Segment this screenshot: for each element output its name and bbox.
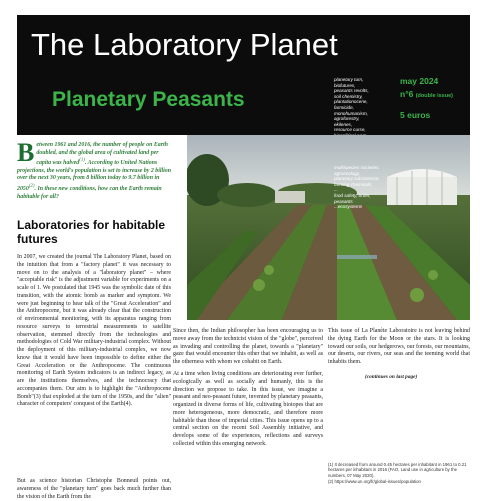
footnote-ref: (2) [28, 183, 35, 189]
keyword-item: agroecology, [334, 170, 360, 176]
keyword-item: soil chemistry, [334, 93, 363, 99]
keyword-item: plantationocene, [334, 99, 368, 105]
body-paragraph: In 2007, we created the journal The Laboratory Planet, based on the intuition that from a "factory planet" it was necessary to move on to the analysis of a "laboratory planet" – where "acceptable risk" is the adjustment variable for experiments on a scale of 1. We postulated that 1945 was the symbolic date of this transition, with the atomic bomb as marker and symptom. We were just beginning to hear talk of the "Great Acceleration" and the Anthropocene, but it was already clear that the construction of environmental monitoring, with its apparatus ranging from resource surveys to terrestrial measurements to satellite observation, stemmed directly from the technologies and methodologies of Cold War military-industrial complex. Without the deployment of this military-industrial complex, we now know that it would have been impossible to define either the Great Acceleration or the Anthropocene. The continuous monitoring of Earth System indicators is an indirect legacy, as are the institutions themselves, and the technocracy that accompanies them. Our aim is to highlight the "Anthropocene Bomb"(3) that exploded at the turn of the 1950s, and the "alien" character of computers' conquest of the Earth(4). [17, 254, 171, 408]
issue-number [400, 89, 453, 99]
journal-title: The Laboratory Planet [31, 27, 338, 62]
issue-date: may 2024 [400, 76, 439, 86]
lead-text-part: etween 1961 and 2016, the number of people on Earth doubled, and the global area of cultivated land per capita was halved [36, 142, 168, 167]
keyword-item: peasants revolts, [334, 88, 369, 94]
section-heading: Laboratories for habitable futures [17, 218, 166, 246]
keyword-item: peasants [334, 198, 353, 204]
farm-field-photo [187, 135, 470, 320]
lead-text-part: . According to United Nations projections, the world's population is set to increase by 2 billion over the next 30 years, from 8 billion today to 9.7 billion in 2050 [17, 160, 171, 192]
keyword-list-continued [334, 165, 396, 210]
issue-theme-title: Planetary Peasants [52, 88, 245, 111]
footnote: (1) It decreased from around 0.45 hectares per inhabitant in 1961 to 0.21 hectares per inhabitant in 2016 (FAO, Land use in agriculture by the numbers, 07 May 2020). [328, 462, 467, 478]
keyword-item: resource curse, [334, 127, 366, 133]
keyword-item: biofutures, [334, 82, 356, 88]
keyword-item: ... [334, 187, 338, 193]
body-paragraph: But as science historian Christophe Bonneuil points out, awareness of the "planetary turn" goes back much further than the vision of the Earth from the [17, 478, 171, 500]
keyword-item: agroforestry, [334, 116, 360, 122]
footnote-ref: (1) [79, 158, 85, 164]
keyword-item: farming chemicals, [334, 181, 373, 187]
issue-price: 5 euros [400, 110, 431, 120]
footnotes [328, 462, 470, 485]
keyword-item: farmicide, [334, 104, 354, 110]
footnote: (2) https://www.un.org/fr/global-issues/population [328, 478, 421, 484]
continued-note: (continues on last page) [365, 374, 418, 380]
drop-cap: B [17, 138, 35, 167]
keyword-item: monohumanism, [334, 110, 368, 116]
body-paragraph: At a time when living conditions are deteriorating ever further, ecologically as well as socially and humanly, this is the direction we propose to take. In this issue, we imagine a peasant and neo-peasant future, invented by planetary peasants, organized in diverse forms of life, cultivating biotopes that are more heterogeneous, more democratic, and therefore more habitable than those of imperial cities. This issue opens up to a central section on the recent Soil Assembly initiative, and develops some of the experiences, reflections and surveys collected within this emerging network. [173, 371, 323, 447]
lead-paragraph [17, 138, 172, 201]
body-paragraph: Since then, the Indian philosopher has been encouraging us to move away from the technicist vision of the "globe", perceived as invading and controlling the planet, towards a "planetary" gaze that would encounter this other that we inhabit, as well as the otherness with whom we cohabit on Earth. [173, 328, 323, 365]
keyword-item: ekilenes, [334, 121, 353, 127]
keyword-item: planetary turn, [334, 77, 364, 82]
keyword-item: multispecies societies, [334, 165, 380, 170]
issue-number-value: n°6 [400, 89, 414, 99]
issue-number-note: (double issue) [415, 93, 453, 99]
keyword-item: ...ecosystems [334, 204, 363, 210]
lead-text-part: . In these new conditions, how can the Earth remain habitable for all? [17, 185, 162, 200]
keyword-item: food safety, order, [334, 192, 371, 198]
keyword-item: planetary subsistence, [334, 176, 380, 182]
body-paragraph: This issue of La Planète Laboratoire is not leaving behind the dying Earth for the Moon or the stars. It is looking toward our soils, our hedgerows, our forests, our mountains, our deserts, our rivers, our seas and the teeming world that inhabits them. [328, 328, 471, 365]
